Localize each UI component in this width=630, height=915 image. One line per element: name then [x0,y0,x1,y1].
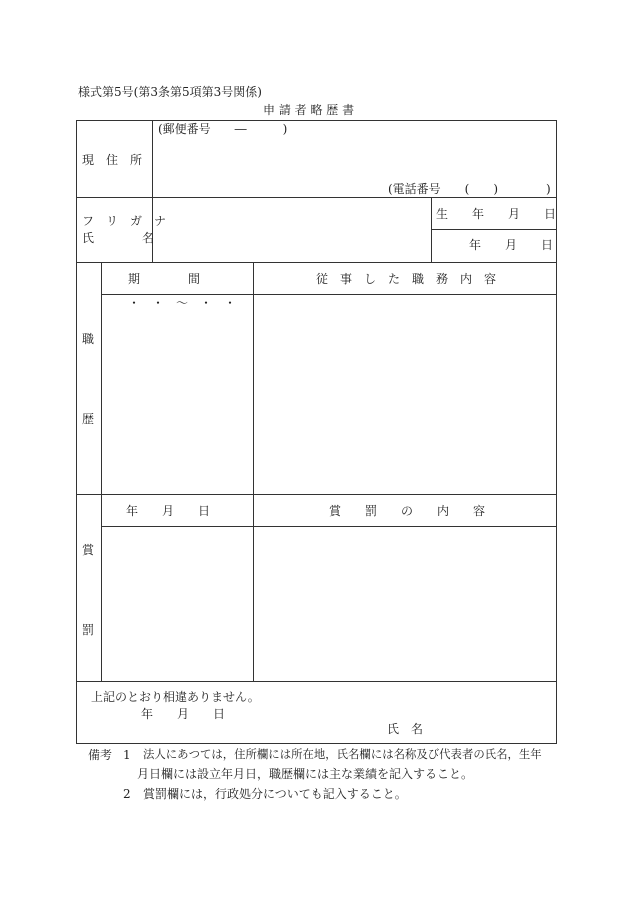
period-placeholder[interactable]: ・ ・ 〜 ・ ・ [128,296,237,310]
notes-label: 備考 [88,748,113,762]
declaration-text: 上記のとおり相違ありません。 [91,690,260,704]
divider-period-column [253,262,254,681]
table-border-top [76,120,557,121]
divider-side-label-column [101,262,102,681]
address-label: 現 住 所 [82,153,143,167]
note-1-number: 1 [123,748,131,762]
rewards-content-header: 賞 罰 の 内 容 [329,504,486,518]
furigana-label: フ リ ガ ナ [82,214,167,228]
table-border-right [556,120,557,743]
divider-name [76,262,557,263]
career-side-label-1: 職 [82,332,95,346]
name-label: 氏 名 [82,231,155,245]
rewards-side-label-2: 罰 [82,623,95,637]
divider-birth [431,229,557,230]
divider-rewards [76,681,557,682]
divider-rewards-header [101,526,557,527]
note-2-line-1: 賞罰欄には，行政処分についても記入すること。 [143,787,407,801]
rewards-side-label-1: 賞 [82,543,95,557]
postal-code-field[interactable]: (郵便番号 ― ) [158,122,288,136]
divider-career [76,494,557,495]
period-header: 期 間 [128,272,201,286]
table-border-left [76,120,77,743]
declaration-date[interactable]: 年 月 日 [141,707,226,721]
note-1-line-1: 法人にあつては，住所欄には所在地，氏名欄には名称及び代表者の氏名，生年 [143,747,542,761]
birth-date-label: 生 年 月 日 [436,207,557,221]
divider-birth-column [431,197,432,262]
divider-career-header [101,294,557,295]
divider-address [76,197,557,198]
note-1-line-2: 月日欄には設立年月日，職歴欄には主な業績を記入すること。 [137,767,474,781]
form-title: 申 請 者 略 歴 書 [263,103,355,117]
rewards-date-header: 年 月 日 [126,504,211,518]
duties-header: 従 事 し た 職 務 内 容 [316,272,497,286]
table-border-bottom [76,743,557,744]
note-2-number: 2 [123,787,131,801]
declaration-name[interactable]: 氏 名 [387,722,424,736]
career-side-label-2: 歴 [82,412,95,426]
phone-number-field[interactable]: (電話番号 ( ) ) [388,182,551,196]
form-number: 様式第5号(第3条第5項第3号関係) [78,85,262,99]
date-label-2: 年 月 日 [469,238,554,252]
